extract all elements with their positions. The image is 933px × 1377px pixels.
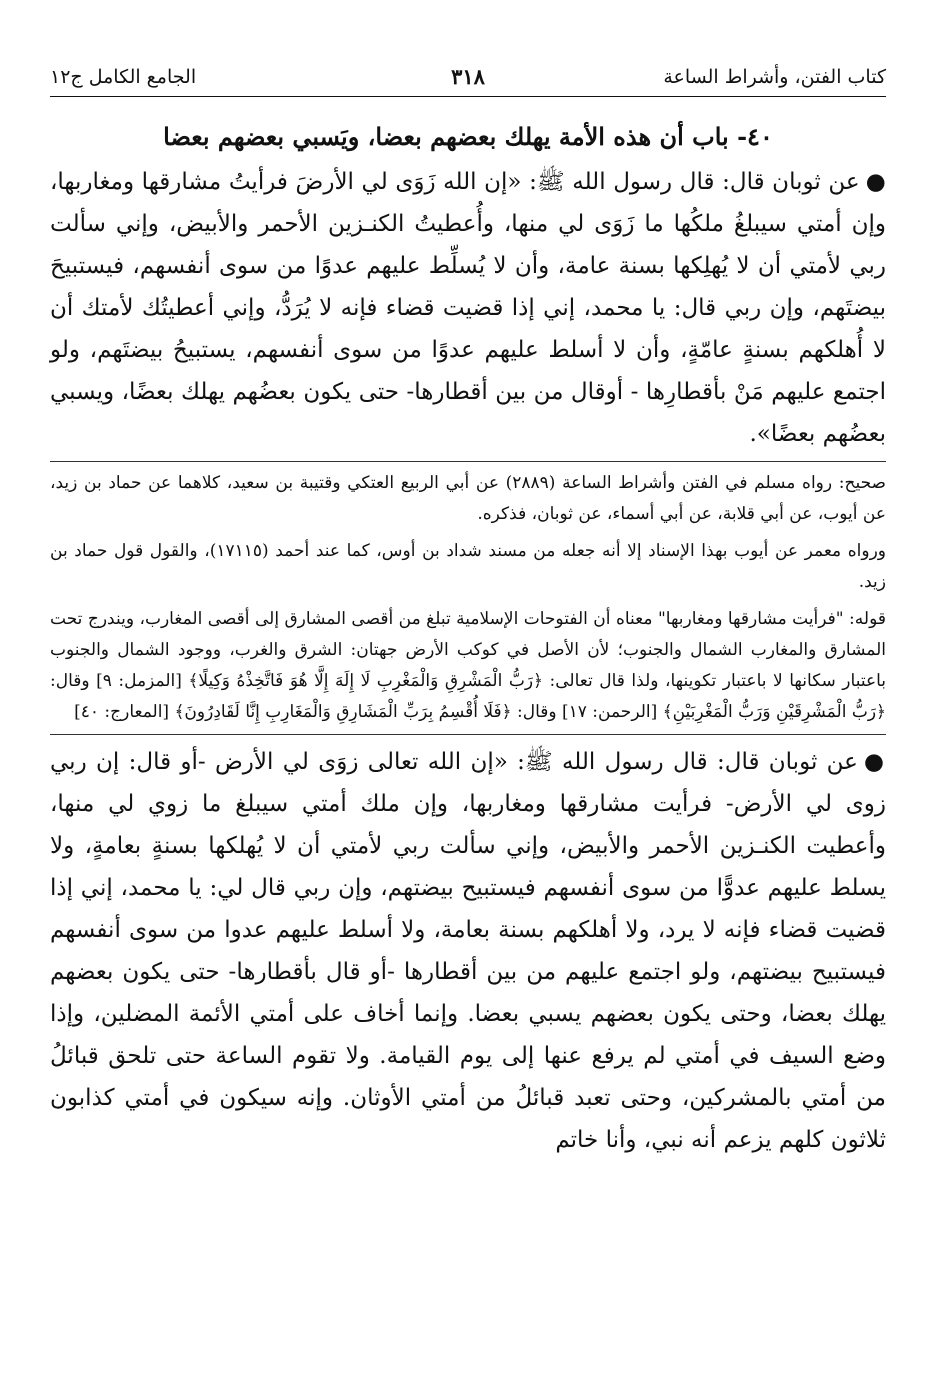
running-header <box>50 60 886 94</box>
hadith-1 <box>50 161 886 455</box>
takhrij-paragraph-2: ورواه معمر عن أيوب بهذا الإسناد إلا أنه جعله من مسند شداد بن أوس، كما عند أحمد (١٧١١٥)، والقول قول حماد بن زيد. <box>50 541 886 592</box>
hadith-2-text: عن ثوبان قال: قال رسول الله ﷺ: «إن الله تعالى زوَى لي الأرض -أو قال: إن ربي زوى لي الأرض- فرأيت مشارقها ومغاربها، وإن ملك أمتي سيبلغ ما زوي لي منها، وأعطيت الكنـزين الأحمر والأبيض، وإني سألت ربي لأمتي أن لا يُهلكها بسنةٍ بعامةٍ، ولا يسلط عليهم عدوًّا من سوى أنفسهم فيستبيح بيضتهم، وإن ربي قال لي: يا محمد، إني إذا قضيت قضاء فإنه لا يرد، ولا أهلكهم بسنة بعامة، ولا أسلط عليهم عدوا من سوى أنفسهم فيستبيح بيضتهم، ولو اجتمع عليهم من بين أقطارها -أو قال بأقطارها- حتى يكون بعضهم يهلك بعضا، وحتى يكون بعضهم يسبي بعضا. وإنما أخاف على أمتي الأئمة المضلين، وإذا وضع السيف في أمتي لم يرفع عنها إلى يوم القيامة. ولا تقوم الساعة حتى تلحق قبائلُ من أمتي بالمشركين، وحتى تعبد قبائلُ من أمتي الأوثان. وإنه سيكون في أمتي كذابون ثلاثون كلهم يزعم أنه نبي، وأنا خاتم <box>50 749 886 1153</box>
book-title: الجامع الكامل ج١٢ <box>50 66 197 88</box>
bullet-icon: ● <box>865 169 886 195</box>
footnote-divider <box>50 461 886 462</box>
page-number: ٣١٨ <box>451 64 485 89</box>
chapter-title: ٤٠- باب أن هذه الأمة يهلك بعضهم بعضا، ويَسبي بعضهم بعضا <box>163 122 773 151</box>
takhrij-paragraph-1: صحيح: رواه مسلم في الفتن وأشراط الساعة (٢٨٨٩) عن أبي الربيع العتكي وقتيبة بن سعيد، كلاهما عن حماد بن زيد، عن أيوب، عن أبي قلابة، عن أبي أسماء، عن ثوبان، فذكره. <box>50 473 886 524</box>
hadith-1-text: عن ثوبان قال: قال رسول الله ﷺ: «إن الله زَوَى لي الأرضَ فرأيتُ مشارقها ومغاربها، وإن أمتي سيبلغُ ملكُها ما زَوَى لي منها، وأُعطيتُ الكنـزين الأحمر والأبيض، وإني سألت ربي لأمتي أن لا يُهلِكها بسنة عامة، وأن لا يُسلِّط عليهم عدوًا من سوى أنفسهم، فيستبيحَ بيضتَهم، وإن ربي قال: يا محمد، إني إذا قضيت قضاء فإنه لا يُرَدُّ، وإني أعطيتُك لأمتك أن لا أُهلكهم بسنةٍ عامّةٍ، وأن لا أسلط عليهم عدوًا من سوى أنفسهم، يستبيحُ بيضتَهم، ولو اجتمع عليهم مَنْ بأقطارِها - أوقال من بين أقطارها- حتى يكون بعضُهم يهلك بعضًا، ويسبي بعضُهم بعضًا». <box>50 169 886 447</box>
section-divider <box>50 734 886 735</box>
header-divider <box>50 96 886 97</box>
commentary-paragraph: قوله: "فرأيت مشارقها ومغاربها" معناه أن الفتوحات الإسلامية تبلغ من أقصى المشارق إلى أقصى المغارب، ويندرج تحت المشارق والمغارب الشمال والجنوب؛ لأن الأصل في كوكب الأرض جهتان: الشرق والغرب، ووجود الشمال والجنوب باعتبار سكانها لا باعتبار تكوينها، ولذا قال تعالى: ﴿رَبُّ الْمَشْرِقِ وَالْمَغْرِبِ لَا إِلَهَ إِلَّا هُوَ فَاتَّخِذْهُ وَكِيلًا﴾ [المزمل: ٩] وقال: ﴿رَبُّ الْمَشْرِقَيْنِ وَرَبُّ الْمَغْرِبَيْنِ﴾ [الرحمن: ١٧] وقال: ﴿فَلَا أُقْسِمُ بِرَبِّ الْمَشَارِقِ وَالْمَغَارِبِ إِنَّا لَقَادِرُونَ﴾ [المعارج: ٤٠] <box>50 609 887 722</box>
bullet-icon: ● <box>863 749 886 775</box>
book-page <box>50 60 886 1360</box>
hadith-2 <box>50 741 886 1161</box>
book-section-title: كتاب الفتن، وأشراط الساعة <box>663 66 886 88</box>
